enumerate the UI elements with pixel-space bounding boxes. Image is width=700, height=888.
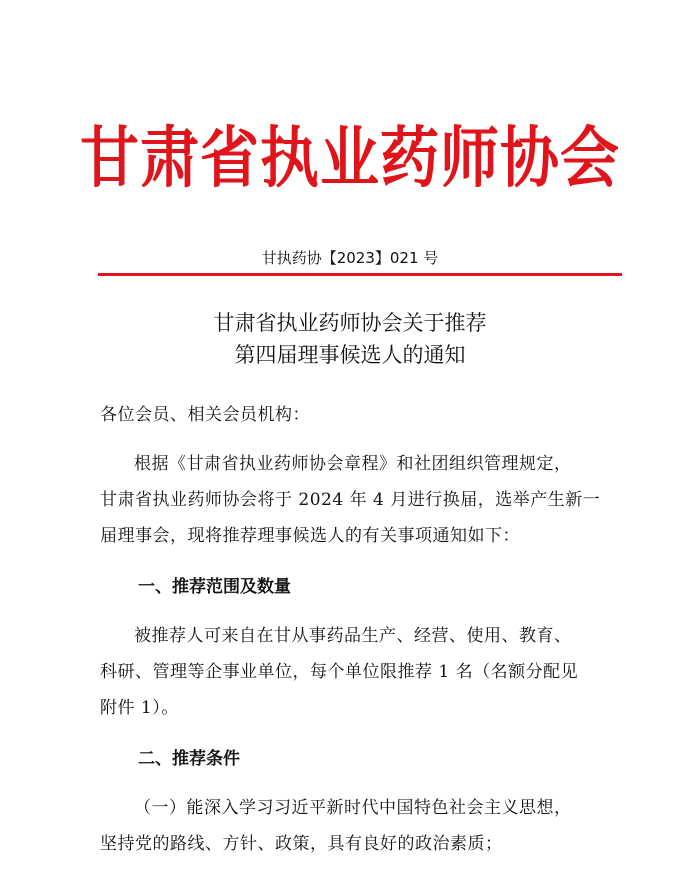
- section-2-item-1-line-2: 坚持党的路线、方针、政策，具有良好的政治素质；: [100, 834, 503, 854]
- salutation: 各位会员、相关会员机构：: [100, 405, 310, 425]
- section-1-line-1: 被推荐人可来自在甘从事药品生产、经营、使用、教育、: [134, 626, 572, 646]
- notice-title-line-1: 甘肃省执业药师协会关于推荐: [213, 311, 487, 335]
- red-divider-rule: [98, 273, 622, 276]
- masthead-organization-name: 甘肃省执业药师协会: [79, 119, 620, 197]
- section-2-item-1: [100, 790, 602, 862]
- section-1-line-2: 科研、管理等企事业单位，每个单位限推荐 1 名（名额分配见: [100, 662, 579, 682]
- intro-line-2: 甘肃省执业药师协会将于 2024 年 4 月进行换届，选举产生新一: [100, 490, 601, 510]
- intro-paragraph: [100, 446, 602, 554]
- notice-title: [0, 307, 700, 371]
- section-2-item-1-line-1: （一）能深入学习习近平新时代中国特色社会主义思想，: [134, 798, 572, 818]
- section-1-heading: 一、推荐范围及数量: [138, 577, 291, 597]
- intro-line-1: 根据《甘肃省执业药师协会章程》和社团组织管理规定，: [134, 454, 572, 474]
- document-number: 甘执药协【2023】021 号: [261, 249, 439, 267]
- notice-title-line-2: 第四届理事候选人的通知: [234, 343, 466, 367]
- section-1-line-3: 附件 1）。: [100, 698, 179, 718]
- section-2-heading: 二、推荐条件: [138, 749, 240, 769]
- section-1-paragraph: [100, 618, 602, 726]
- intro-line-3: 届理事会，现将推荐理事候选人的有关事项通知如下：: [100, 526, 520, 546]
